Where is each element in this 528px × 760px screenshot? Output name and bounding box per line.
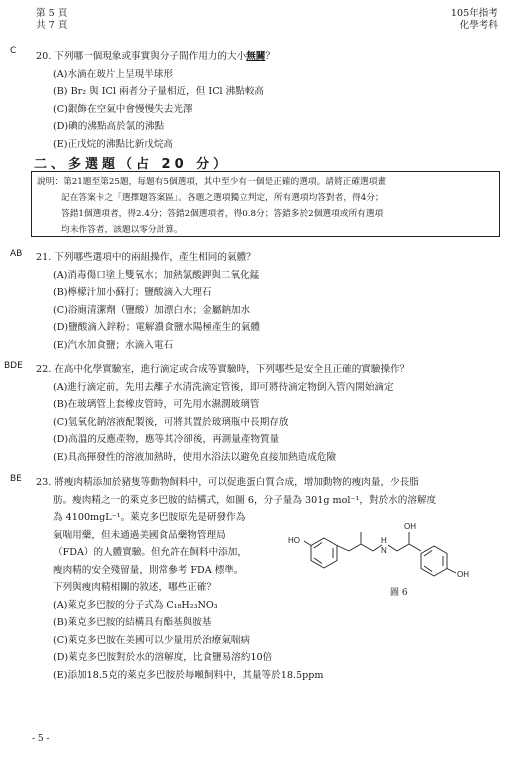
option-d: (D)萊克多巴胺對於水的溶解度，比食鹽易溶約10倍 — [53, 652, 273, 663]
option-c: (C)氫氧化鈉溶液配製後，可將其置於玻璃瓶中長期存放 — [53, 416, 289, 428]
question-stem-line: 肪。瘦肉精之一的萊克多巴胺的結構式，如圖 6，分子量為 301g mol⁻¹，對於水的溶解度 — [53, 494, 437, 506]
exam-title: 105年指考 — [450, 8, 498, 19]
amine-h-label: H — [381, 536, 387, 545]
figure-caption: 圖 6 — [390, 588, 408, 598]
page-footer: - 5 - — [32, 734, 50, 744]
page-number: 第 5 頁 — [36, 8, 68, 19]
option-e: (E)具高揮發性的溶液加熱時，使用水浴法以避免直接加熱造成危險 — [53, 451, 337, 463]
question-stem-line: 下列與瘦肉精相關的敘述，哪些正確？ — [53, 582, 217, 593]
total-pages: 共 7 頁 — [36, 20, 68, 31]
option-a: (A)消毒傷口塗上雙氧水；加熱氯酸鉀與二氧化錳 — [53, 269, 260, 281]
oh-right-label: OH — [457, 570, 469, 579]
amine-n-label: N — [381, 546, 387, 555]
question-stem: 21. 下列哪些選項中的兩組操作，產生相同的氣體？ — [36, 252, 256, 263]
instructions-line: 均未作答者，該題以零分計算。 — [61, 225, 183, 235]
question-stem-line: （FDA）的人體實驗。但允許在飼料中添加， — [53, 547, 247, 558]
option-d: (D)碘的沸點高於氯的沸點 — [53, 121, 165, 132]
stem-emphasis: 無關 — [246, 51, 266, 62]
ractopamine-structure-figure — [280, 513, 502, 603]
instructions-line: 答錯1個選項者，得2.4分；答錯2個選項者，得0.8分；答錯多於2個選項或所有選項 — [61, 209, 384, 219]
section-title: 二、多選題（占 20 分） — [34, 157, 231, 172]
option-b: (B)檸檬汁加小蘇打；鹽酸滴入大理石 — [53, 287, 212, 298]
option-c: (C)浴廁清潔劑（鹽酸）加漂白水；金屬鈉加水 — [53, 304, 251, 316]
oh-top-label: OH — [404, 522, 416, 531]
answer-mark-q23: BE — [10, 474, 22, 484]
option-c: (C)銀飾在空氣中會慢慢失去光澤 — [53, 103, 193, 115]
stem-end: ？ — [265, 51, 275, 62]
option-a: (A)萊克多巴胺的分子式為 C₁₈H₂₃NO₃ — [53, 599, 218, 611]
ractopamine-structure-diagram — [280, 513, 502, 603]
question-stem — [36, 48, 498, 66]
question-stem-line: 為 4100mgL⁻¹。萊克多巴胺原先是研發作為 — [53, 512, 246, 523]
question-stem-line: 23. 將瘦肉精添加於豬隻等動物飼料中，可以促進蛋白質合成，增加動物的瘦肉量，少長脂 — [36, 477, 419, 488]
ho-label: HO — [288, 536, 300, 545]
question-stem-line: 氣喘用藥，但未通過美國食品藥物管理局 — [53, 529, 226, 541]
subject-title: 化學考科 — [459, 20, 498, 31]
option-d: (D)高溫的反應產物，應等其冷卻後，再測量產物質量 — [53, 434, 280, 445]
answer-mark-q21: AB — [10, 249, 23, 259]
stem-text: 20. 下列哪一個現象或事實與分子間作用力的大小 — [36, 51, 247, 62]
option-c: (C)萊克多巴胺在美國可以少量用於治療氣喘病 — [53, 634, 251, 646]
option-e: (E)添加18.5克的萊克多巴胺於每噸飼料中，其量等於18.5ppm — [53, 669, 324, 681]
question-20 — [36, 48, 498, 153]
question-22 — [36, 361, 498, 466]
option-b: (B) Br₂ 與 ICl 兩者分子量相近，但 ICl 沸點較高 — [53, 86, 265, 97]
question-stem-line: 瘦肉精的安全殘留量，則常參考 FDA 標準。 — [53, 564, 244, 576]
option-e: (E)正戊烷的沸點比新戊烷高 — [53, 138, 174, 150]
option-a: (A)水滴在玻片上呈現半球形 — [53, 68, 173, 80]
answer-mark-q22: BDE — [4, 361, 23, 371]
option-a: (A)進行滴定前，先用去離子水清洗滴定管後，即可將待滴定物倒入管內開始滴定 — [53, 381, 394, 393]
option-d: (D)鹽酸滴入鋅粉；電解濃食鹽水陽極產生的氣體 — [53, 322, 261, 333]
option-e: (E)汽水加食鹽；水滴入電石 — [53, 339, 174, 351]
instructions-box — [31, 171, 500, 237]
instructions-line: 記在答案卡之「選擇題答案區」。各題之選項獨立判定，所有選項均答對者，得4分； — [61, 193, 384, 203]
question-21 — [36, 249, 498, 354]
option-b: (B)在玻璃管上套橡皮管時，可先用水濕潤玻璃管 — [53, 399, 260, 410]
instructions-line: 說明：第21題至第25題，每題有5個選項，其中至少有一個是正確的選項。請將正確選項畫 — [37, 177, 387, 187]
option-b: (B)萊克多巴胺的結構具有酯基與胺基 — [53, 617, 212, 628]
answer-mark-q20: C — [10, 46, 17, 56]
question-stem: 22. 在高中化學實驗室，進行滴定或合成等實驗時，下列哪些是安全且正確的實驗操作？ — [36, 364, 410, 375]
